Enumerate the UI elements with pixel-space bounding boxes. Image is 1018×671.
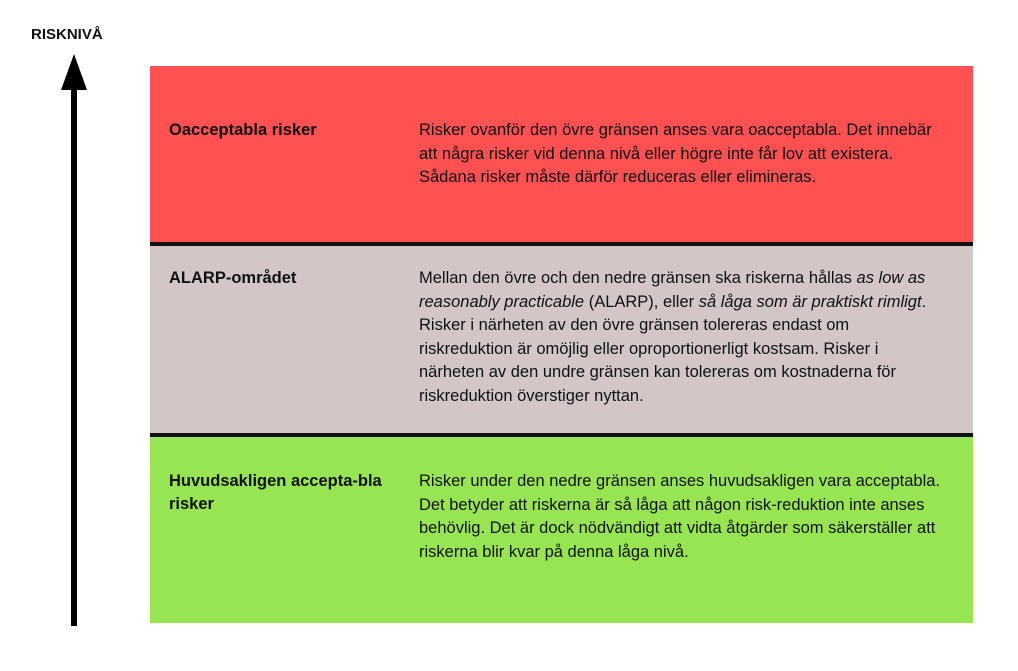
band-alarp (150, 246, 973, 433)
band-title-acceptable: Huvudsakligen accepta-bla risker (169, 472, 382, 513)
band-text-segment: as low as reasonably practicable (419, 269, 926, 311)
band-text-segment: så låga som är praktiskt rimligt (698, 292, 922, 311)
band-text-alarp (419, 267, 944, 408)
band-text-segment: Mellan den övre och den nedre gränsen ska riskerna hållas (419, 269, 857, 287)
band-text-segment: . Risker i närheten av den övre gränsen tolereras endast om riskreduktion är omöjlig eller oproportionerligt kostsam. Risker i närheten av den undre gränsen kan tolereras om kostnaderna för riskreduktion överstiger nyttan. (419, 292, 927, 405)
risk-bands (150, 66, 973, 623)
arrow-shaft (71, 84, 77, 626)
band-text-acceptable (419, 470, 944, 564)
risk-level-arrow-icon (58, 54, 90, 626)
band-text-unacceptable (419, 119, 944, 190)
band-text-segment: Risker under den nedre gränsen anses huvudsakligen vara acceptabla. Det betyder att riskerna är så låga att någon risk-reduktion inte anses behövlig. Det är dock nödvändigt att vidta åtgärder som säkerställer att riskerna blir kvar på denna låga nivå. (419, 472, 940, 561)
band-title-unacceptable: Oacceptabla risker (169, 121, 317, 139)
risk-level-axis-label: RISKNIVÅ (31, 26, 103, 43)
band-title-alarp: ALARP-området (169, 269, 297, 287)
band-acceptable (150, 437, 973, 623)
band-text-segment: Risker ovanför den övre gränsen anses vara oacceptabla. Det innebär att några risker vid denna nivå eller högre inte får lov att existera. Sådana risker måste därför reduceras eller elimineras. (419, 121, 932, 186)
band-unacceptable (150, 66, 973, 242)
band-text-segment: (ALARP), eller (584, 292, 699, 311)
